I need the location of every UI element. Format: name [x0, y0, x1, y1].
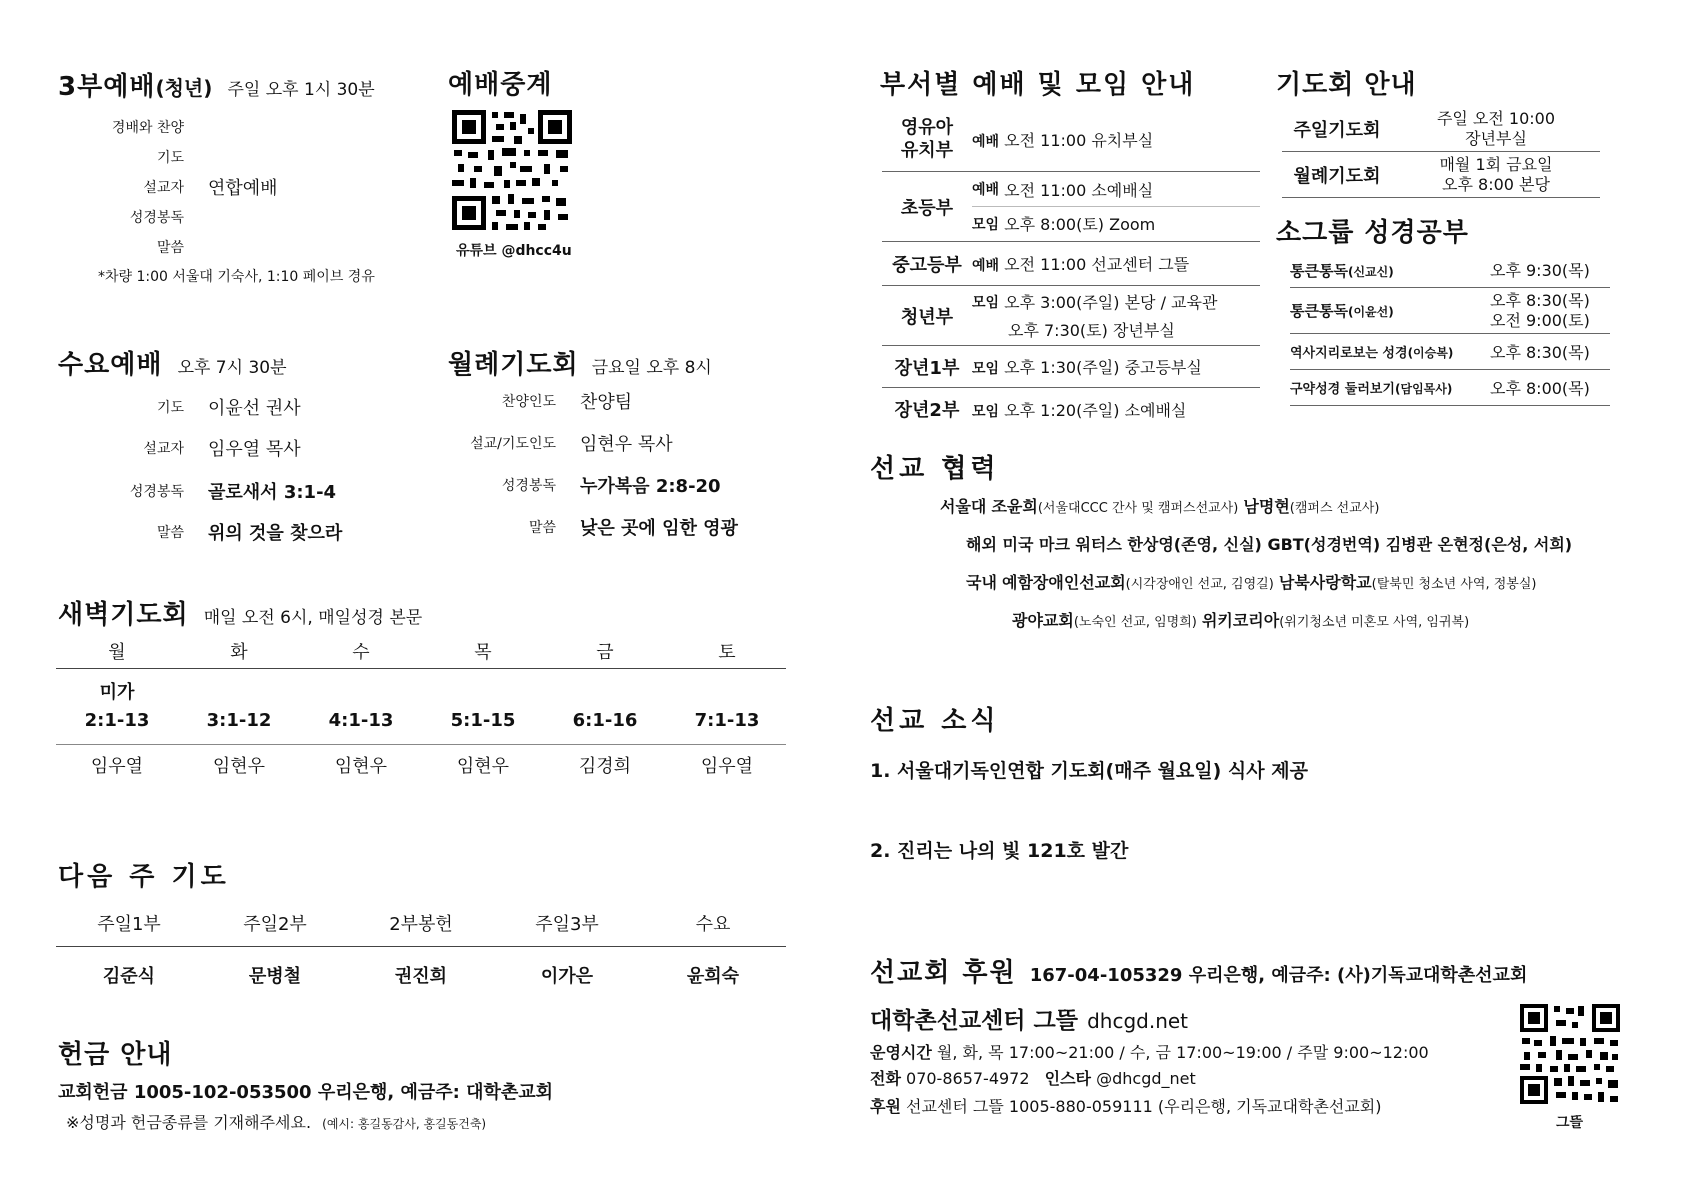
department-name: 초등부 — [900, 197, 954, 219]
center-title: 대학촌선교센터 그뜰 — [870, 1008, 1078, 1034]
support-line — [870, 952, 1527, 989]
prayer-meeting-line2: 장년부실 — [1465, 128, 1527, 148]
small-group-name: 통큰통독 — [1290, 302, 1348, 320]
service3-rows — [64, 112, 424, 262]
next-prayer-header: 주일1부 — [97, 914, 161, 935]
center-support-label: 후원 — [870, 1097, 901, 1116]
dawn-title: 새벽기도회 — [58, 600, 189, 630]
wednesday-title: 수요예배 — [58, 350, 163, 380]
row-label: 경배와 찬양 — [111, 120, 184, 136]
department-tag: 예배 — [972, 182, 1000, 198]
prayer-meeting-name: 월례기도회 — [1293, 165, 1381, 187]
dawn-leader: 임우열 — [90, 756, 144, 777]
offering-account: 교회헌금 1005-102-053500 우리은행, 예금주: 대학촌교회 — [58, 1082, 554, 1103]
service3-note: *차량 1:00 서울대 기숙사, 1:10 페이브 경유 — [98, 269, 375, 285]
qr-icon — [452, 110, 572, 230]
department-row — [882, 388, 1260, 430]
row-label: 성경봉독 — [129, 210, 184, 226]
dawn-passage: 5:1-15 — [450, 710, 516, 731]
department-tag: 모임 — [972, 294, 1000, 311]
prayer-meetings-title: 기도회 안내 — [1276, 70, 1417, 100]
small-groups-table — [1290, 254, 1610, 406]
next-prayer-name: 윤희숙 — [686, 966, 740, 987]
dawn-day: 수 — [352, 642, 370, 663]
dawn-passage: 6:1-16 — [572, 710, 638, 731]
row-label: 말씀 — [156, 240, 184, 256]
department-tag: 예배 — [972, 134, 1000, 150]
mission-text: 미국 마크 워터스 한상영(존영, 신실) GBT(성경번역) 김병관 온현정(은성, 서희) — [1002, 535, 1573, 554]
department-tag: 모임 — [972, 403, 1000, 420]
department-tag: 모임 — [972, 361, 1000, 377]
mission-line-domestic — [966, 570, 1536, 593]
broadcast-caption: 유튜브 @dhcc4u — [456, 243, 572, 259]
small-group-name: 통큰통독 — [1290, 262, 1348, 280]
department-text: 오전 11:00 소예배실 — [1004, 180, 1154, 200]
center-insta-label: 인스타 — [1044, 1069, 1092, 1088]
mission-label: 서울대 — [940, 497, 987, 516]
small-group-time: 오후 9:30(목) — [1490, 260, 1590, 280]
mission-name: 조윤희 — [991, 497, 1038, 516]
prayer-meeting-name: 주일기도회 — [1293, 119, 1381, 141]
mission-name: 위키코리아 — [1201, 611, 1280, 630]
mission-line-overseas — [966, 532, 1572, 555]
mission-title: 선교 협력 — [870, 454, 1000, 484]
dawn-leader: 임우열 — [700, 756, 754, 777]
dawn-day: 월 — [108, 642, 126, 663]
next-prayer-header: 수요 — [695, 914, 731, 935]
dawn-passage: 7:1-13 — [694, 710, 760, 731]
prayer-meeting-line1: 매월 1회 금요일 — [1439, 155, 1553, 175]
department-text: 오후 1:20(주일) 소예배실 — [1004, 400, 1187, 420]
dawn-leader: 임현우 — [212, 756, 266, 777]
department-text: 오후 7:30(토) 장년부실 — [1008, 321, 1175, 340]
row-value: 골로새서 3:1-4 — [208, 482, 337, 503]
row-value: 임현우 목사 — [580, 434, 673, 455]
row-label: 설교자 — [143, 180, 184, 196]
row-label: 설교자 — [143, 441, 184, 457]
small-group-name: 역사지리로보는 성경 — [1290, 346, 1408, 361]
mission-label: 해외 — [966, 535, 997, 554]
center-insta: @dhcgd_net — [1096, 1069, 1196, 1088]
department-row — [882, 346, 1260, 388]
offering-title: 헌금 안내 — [58, 1040, 173, 1070]
broadcast-title: 예배중계 — [448, 70, 553, 100]
service3-time: 주일 오후 1시 30분 — [227, 80, 375, 100]
dawn-table — [56, 638, 786, 788]
next-prayer-title: 다음 주 기도 — [58, 862, 230, 892]
row-value: 찬양팀 — [580, 392, 633, 413]
mission-sub: (캠퍼스 선교사) — [1289, 501, 1380, 516]
small-group-name: 구약성경 둘러보기 — [1290, 382, 1395, 397]
department-name: 장년1부 — [894, 357, 960, 379]
monthly-time: 금요일 오후 8시 — [591, 358, 712, 378]
department-text: 오전 11:00 유치부실 — [1004, 131, 1154, 150]
mission-label: 국내 — [966, 573, 997, 592]
departments-table — [882, 108, 1260, 430]
center-hours-label: 운영시간 — [870, 1043, 932, 1062]
small-group-leader: (이윤선) — [1347, 305, 1394, 319]
row-label: 기도 — [156, 150, 184, 166]
next-prayer-header: 주일2부 — [243, 914, 307, 935]
mission-name: 남북사랑학교 — [1278, 573, 1372, 592]
offering-note-example: (예시: 홍길동감사, 홍길동건축) — [322, 1117, 487, 1131]
center-heading — [870, 1002, 1188, 1035]
support-text: 167-04-105329 우리은행, 예금주: (사)기독교대학촌선교회 — [1029, 965, 1528, 986]
row-label: 기도 — [156, 400, 184, 416]
prayer-meeting-line2: 오후 8:00 본당 — [1442, 174, 1550, 194]
dawn-leader: 임현우 — [334, 756, 388, 777]
service3-title-paren: (청년) — [155, 76, 213, 100]
row-label: 성경봉독 — [129, 484, 184, 500]
wednesday-heading — [58, 344, 287, 381]
row-label: 말씀 — [528, 520, 556, 536]
department-name: 장년2부 — [894, 400, 960, 421]
mission-name: 남명현 — [1243, 497, 1290, 516]
center-contact — [870, 1066, 1196, 1089]
small-group-row — [1290, 254, 1610, 288]
monthly-heading — [448, 344, 712, 381]
next-prayer-table — [56, 910, 786, 990]
department-row — [882, 108, 1260, 172]
next-prayer-name: 문병철 — [248, 966, 302, 987]
row-label: 설교/기도인도 — [470, 436, 556, 452]
dawn-day: 화 — [230, 642, 248, 663]
mission-sub: (시각장애인 선교, 김영길) — [1125, 577, 1274, 592]
small-group-time: 오전 9:00(토) — [1490, 310, 1590, 330]
prayer-meeting-line1: 주일 오전 10:00 — [1436, 109, 1556, 129]
offering-note — [66, 1110, 486, 1133]
monthly-rows — [440, 380, 790, 548]
mission-news-item: 2. 진리는 나의 빛 121호 발간 — [870, 840, 1129, 862]
department-tag: 모임 — [972, 216, 1000, 233]
mission-news-title: 선교 소식 — [870, 706, 1000, 736]
dawn-day: 금 — [596, 642, 614, 663]
center-hours-value: 월, 화, 목 17:00~21:00 / 수, 금 17:00~19:00 / 주말 9:00~12:00 — [936, 1043, 1429, 1062]
mission-news-item: 1. 서울대기독인연합 기도회(매주 월요일) 식사 제공 — [870, 760, 1308, 782]
row-label: 성경봉독 — [501, 478, 556, 494]
department-name: 중고등부 — [892, 254, 962, 276]
wednesday-rows — [64, 388, 424, 552]
departments-title: 부서별 예배 및 모임 안내 — [880, 70, 1196, 100]
row-value: 낮은 곳에 임한 영광 — [580, 518, 738, 539]
small-group-leader: (이승복) — [1407, 346, 1454, 360]
row-label: 찬양인도 — [501, 394, 556, 410]
service3-title: 3부예배 — [58, 72, 156, 102]
dawn-leader: 임현우 — [456, 756, 510, 777]
department-text: 오후 8:00(토) Zoom — [1004, 215, 1156, 234]
service3-heading — [58, 66, 375, 103]
center-phone: 070-8657-4972 — [906, 1069, 1030, 1088]
dawn-day: 목 — [474, 642, 492, 663]
row-value: 연합예배 — [208, 178, 278, 199]
next-prayer-header: 주일3부 — [535, 914, 599, 935]
dawn-heading — [58, 594, 422, 631]
mission-sub: (노숙인 선교, 임명희) — [1073, 615, 1197, 630]
next-prayer-name: 권진희 — [394, 966, 448, 987]
mission-name: 광야교회 — [1012, 611, 1074, 630]
offering-note-text: ※성명과 헌금종류를 기재해주세요. — [66, 1113, 312, 1132]
center-support-value: 선교센터 그뜰 1005-880-059111 (우리은행, 기독교대학촌선교회) — [906, 1097, 1382, 1116]
dawn-passage: 3:1-12 — [206, 710, 272, 731]
center-phone-label: 전화 — [870, 1069, 901, 1088]
broadcast-qr-code[interactable] — [452, 110, 572, 230]
center-qr-code[interactable] — [1520, 1004, 1620, 1104]
wednesday-time: 오후 7시 30분 — [177, 358, 287, 378]
mission-name: 예함장애인선교회 — [1002, 573, 1126, 592]
department-name: 청년부 — [900, 306, 954, 328]
department-text: 오후 3:00(주일) 본당 / 교육관 — [1004, 293, 1218, 312]
row-value: 임우열 목사 — [208, 439, 301, 460]
mission-sub: (위기청소년 미혼모 사역, 임귀복) — [1279, 615, 1470, 630]
center-qr-caption: 그뜰 — [1556, 1115, 1584, 1131]
small-group-row — [1290, 288, 1610, 334]
small-groups-title: 소그룹 성경공부 — [1276, 218, 1469, 248]
department-row — [882, 172, 1260, 242]
small-group-row — [1290, 370, 1610, 406]
center-support — [870, 1094, 1381, 1117]
row-value: 위의 것을 찾으라 — [208, 523, 343, 544]
department-tag: 예배 — [972, 258, 1000, 274]
department-name: 영유아 유치부 — [900, 117, 954, 161]
prayer-meeting-row — [1282, 152, 1600, 198]
small-group-leader: (신교신) — [1347, 265, 1394, 279]
mission-line-extra — [1012, 608, 1469, 631]
dawn-passage: 2:1-13 — [84, 710, 150, 731]
mission-sub: (탈북민 청소년 사역, 정봉실) — [1371, 577, 1537, 592]
dawn-book: 미가 — [99, 682, 135, 703]
dawn-leader: 김경희 — [578, 756, 632, 777]
small-group-time: 오후 8:30(목) — [1490, 343, 1590, 362]
row-value: 이윤선 권사 — [208, 398, 301, 419]
qr-icon — [1520, 1004, 1620, 1104]
row-value: 누가복음 2:8-20 — [580, 476, 721, 497]
mission-sub: (서울대CCC 간사 및 캠퍼스선교사) — [1037, 501, 1239, 516]
small-group-time: 오후 8:00(목) — [1490, 379, 1590, 398]
next-prayer-header: 2부봉헌 — [389, 914, 453, 935]
dawn-day: 토 — [718, 642, 736, 663]
prayer-meetings-table — [1282, 106, 1600, 198]
center-site: dhcgd.net — [1087, 1009, 1189, 1033]
dawn-passage: 4:1-13 — [328, 710, 394, 731]
department-text: 오후 1:30(주일) 중고등부실 — [1004, 358, 1202, 377]
support-title: 선교회 후원 — [870, 958, 1017, 988]
small-group-time: 오후 8:30(목) — [1490, 291, 1590, 311]
small-group-row — [1290, 334, 1610, 370]
department-row — [882, 286, 1260, 346]
dawn-time: 매일 오전 6시, 매일성경 본문 — [203, 608, 423, 628]
center-hours — [870, 1040, 1429, 1063]
next-prayer-name: 이가은 — [540, 966, 594, 987]
mission-line-snu — [940, 494, 1379, 517]
department-row — [882, 242, 1260, 286]
department-text: 오전 11:00 선교센터 그뜰 — [1004, 255, 1190, 274]
row-label: 말씀 — [156, 525, 184, 541]
prayer-meeting-row — [1282, 106, 1600, 152]
monthly-title: 월례기도회 — [448, 350, 579, 380]
next-prayer-name: 김준식 — [102, 966, 156, 987]
small-group-leader: (담임목사) — [1395, 382, 1453, 396]
